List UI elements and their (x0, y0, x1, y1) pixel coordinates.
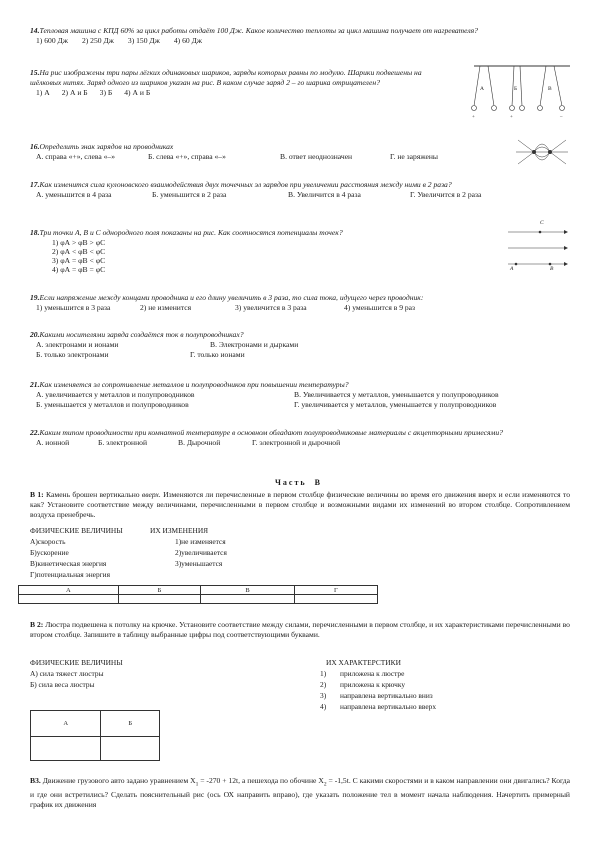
column-head: ФИЗИЧЕСКИЕ ВЕЛИЧИНЫ (30, 658, 123, 667)
question-text: Каким типом проводимости при комнатной температуре в основном обладают полупроводниковые материалы с акцепторными примесями? (39, 428, 503, 437)
option: 4) φА = φВ = φС (52, 265, 106, 274)
column-head: ФИЗИЧЕСКИЕ ВЕЛИЧИНЫ (30, 526, 123, 535)
point-label-c: С (540, 220, 544, 226)
uniform-field-figure (506, 220, 570, 274)
question-17 (30, 180, 570, 200)
option: В. Увеличивается у металлов, уменьшается у полупроводников (294, 390, 499, 399)
options (30, 390, 570, 410)
figure-label: В (548, 86, 552, 92)
question-21 (30, 380, 570, 410)
option: Б. уменьшится в 2 раза (152, 190, 227, 199)
list-number: 2) (320, 680, 327, 689)
option: 3) Б (99, 88, 113, 97)
answer-cell[interactable] (201, 595, 294, 604)
task-text: Люстра подвешена к потолку на крючке. Установите соответствие между силами, перечисленными в первом столбце, и их характеристиками перечисленными во втором столбце. Запишите в таблицу выбранные цифры под соответствующими буквами. (30, 620, 570, 639)
question-number: 16. (30, 142, 40, 151)
question-number: 15. (30, 68, 40, 77)
point-label-a: А (510, 266, 514, 272)
list-number: 1) (320, 669, 327, 678)
list-item: 3)уменьшается (175, 559, 223, 568)
option: 2) φА < φВ < φС (52, 247, 106, 256)
question-text: Если напряжение между концами проводника и его длину увеличить в 3 раза, то сила тока, идущего через проводник: (39, 293, 424, 302)
svg-text:+: + (510, 115, 513, 120)
question-text: Определить знак зарядов на проводниках (39, 142, 174, 151)
question-number: 18. (30, 228, 40, 237)
question-text: Как изменяется эл сопротивление металлов и полупроводников при повышении температуры? (39, 380, 349, 389)
option: Г. не заряжены (390, 152, 439, 161)
option: В. Электронами и дырками (210, 340, 299, 349)
list-item: направлена вертикально вверх (340, 702, 437, 711)
point-label-b: В (550, 266, 554, 272)
task-number: В 2: (30, 620, 44, 629)
question-19 (30, 293, 570, 313)
table-header: А (19, 586, 119, 595)
option: Б. электронной (98, 438, 148, 447)
task-text: Движение грузового авто задано уравнением X (42, 776, 196, 785)
task-b1 (30, 490, 570, 520)
task-b3 (30, 776, 570, 810)
option: Б. только электронами (36, 350, 109, 359)
options (30, 190, 570, 200)
question-number: 19. (30, 293, 40, 302)
option: В. Увеличится в 4 раза (288, 190, 361, 199)
question-text: Какими носителями заряда создаётся ток в полупроводниках? (39, 330, 244, 339)
subscript: 1 (195, 781, 199, 788)
option: 4) А и Б (124, 88, 151, 97)
question-number: 22. (30, 428, 40, 437)
option: 3) φА = φВ < φС (52, 256, 106, 265)
options (30, 88, 450, 98)
option: Б. уменьшается у металлов и полупроводников (36, 400, 189, 409)
question-text: Тепловая машина с КПД 60% за цикл работы отдаёт 100 Дж. Какое количество теплоты за цикл машина получает от нагревателя? (39, 26, 478, 35)
task-text: = -270 + 12t, а пешехода по обочине X (198, 776, 324, 785)
options (30, 303, 570, 313)
task-number: В 1: (30, 490, 44, 499)
table-header: В (201, 586, 294, 595)
answer-cell[interactable] (31, 737, 101, 761)
task-text: Камень брошен вертикально (46, 490, 140, 499)
question-22 (30, 428, 570, 448)
b2-answer-table (30, 710, 160, 761)
option: 4) 60 Дж (173, 36, 203, 45)
option: 1) φА > φВ > φС (52, 238, 106, 247)
options (30, 36, 570, 46)
list-number: 3) (320, 691, 327, 700)
option: А. справа «+», слева «–» (36, 152, 115, 161)
answer-cell[interactable] (118, 595, 201, 604)
list-item: приложена к крючку (340, 680, 406, 689)
pendulum-figure (470, 62, 574, 120)
column-head: ИХ ИЗМЕНЕНИЯ (150, 526, 209, 535)
option: 4) уменьшится в 9 раз (344, 303, 416, 312)
question-number: 17. (30, 180, 40, 189)
question-20 (30, 330, 570, 360)
list-item: направлена вертикально вниз (340, 691, 433, 700)
option: 3) 150 Дж (127, 36, 160, 45)
list-item: Г)потенциальная энергия (30, 570, 111, 579)
subscript: 2 (323, 781, 327, 788)
option: 2) 250 Дж (81, 36, 114, 45)
task-text: Изменяются ли перечисленные в первом столбце физические величины во время его движения вверх и если изменяются то как? Установите соответствие между величинами, перечисленными в первом столбце и возможными видами их изменений во втором столбце. Сопротивлением воздуха пренебречь. (30, 490, 570, 519)
question-text: Три точки А, В и С однородного поля показаны на рис. Как соотносятся потенциалы точек? (39, 228, 343, 237)
answer-cell[interactable] (101, 737, 160, 761)
table-header: Б (118, 586, 201, 595)
task-b2 (30, 620, 570, 640)
question-number: 14. (30, 26, 40, 35)
options (30, 238, 460, 274)
option: 1) уменьшится в 3 раза (36, 303, 111, 312)
field-lines-figure (512, 132, 572, 172)
table-header: Г (294, 586, 377, 595)
svg-text:+: + (472, 115, 475, 120)
column-head: ИХ ХАРАКТЕРСТИКИ (326, 658, 401, 667)
figure-label: А (480, 86, 484, 92)
answer-cell[interactable] (19, 595, 119, 604)
option: 3) увеличится в 3 раза (235, 303, 307, 312)
list-item: приложена к люстре (340, 669, 405, 678)
svg-text:–: – (560, 115, 563, 120)
option: В. ответ неоднозначен (280, 152, 353, 161)
b1-answer-table (18, 585, 378, 604)
part-b-title: Ч а с т ь В (275, 478, 320, 487)
table-header: А (31, 711, 101, 737)
figure-label: Б (514, 86, 518, 92)
options (30, 438, 570, 448)
list-item: Б)ускорение (30, 548, 69, 557)
question-number: 21. (30, 380, 40, 389)
list-item: Б) сила веса люстры (30, 680, 95, 689)
list-item: 2)увеличивается (175, 548, 227, 557)
list-item: А) сила тяжест люстры (30, 669, 104, 678)
option: 1) А (36, 88, 50, 97)
option: В. Дырочной (178, 438, 221, 447)
task-number: В3. (30, 776, 41, 785)
list-item: В)кинетическая энергия (30, 559, 107, 568)
option: А. электронами и ионами (36, 340, 119, 349)
option: А. ионной (36, 438, 70, 447)
option: Г. Увеличится в 2 раза (410, 190, 482, 199)
question-text: Как изменится сила кулоновского взаимодействия двух точечных эл зарядов при увеличении расстояния между ними в 2 раза? (39, 180, 452, 189)
options (30, 152, 570, 162)
task-text: = -1,5t. С какими скоростями и в каком направлении они двигались? Когда и где они встретились? Сделать пояснительный рис (ось ОХ направить вправо), где указать положение тел в момент начала наблюдения. Начертить примерный график их движения (30, 776, 570, 809)
option: Г. увеличивается у металлов, уменьшается у полупроводников (294, 400, 497, 409)
options (30, 340, 570, 360)
option: А. уменьшится в 4 раза (36, 190, 112, 199)
answer-cell[interactable] (294, 595, 377, 604)
option: А. увеличивается у металлов и полупроводников (36, 390, 195, 399)
table-header: Б (101, 711, 160, 737)
question-number: 20. (30, 330, 40, 339)
option: Б. слева «+», справа «–» (148, 152, 226, 161)
option: 1) 600 Дж (36, 36, 68, 45)
list-item: А)скорость (30, 537, 66, 546)
option: 2) не изменится (140, 303, 192, 312)
option: 2) А и Б (61, 88, 88, 97)
option: Г. только ионами (190, 350, 245, 359)
question-15 (30, 68, 450, 98)
question-16 (30, 142, 570, 162)
list-item: 1)не изменяется (175, 537, 226, 546)
question-14 (30, 26, 570, 46)
question-18 (30, 228, 460, 274)
option: Г. электронной и дырочной (252, 438, 341, 447)
question-text: На рис изображены три пары лёгких одинаковых шариков, заряды которых равны по модулю. Шарики подвешены на шёлковых нитях. Заряд одного из шариков указан на рис. В каком случае заряд 2 – го шарика отрицателен? (30, 68, 422, 87)
task-text-emphasis: вверх. (141, 490, 161, 499)
list-number: 4) (320, 702, 327, 711)
